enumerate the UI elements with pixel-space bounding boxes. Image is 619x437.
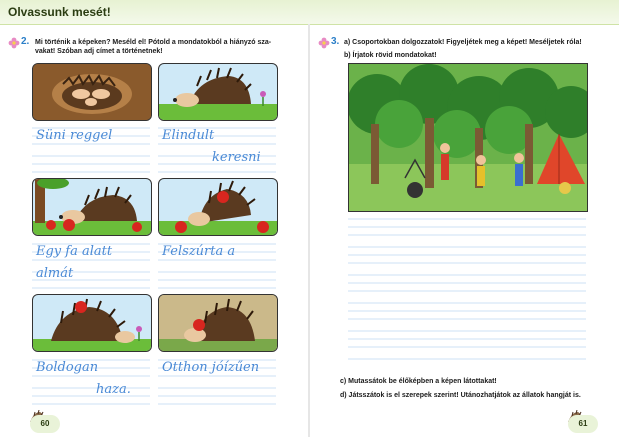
story-picture-6	[158, 294, 278, 352]
task-number: 2.	[21, 36, 30, 47]
page-gutter	[308, 24, 310, 437]
task-b: b) Írjatok rövid mondatokat!	[344, 52, 437, 59]
task-instruction-line2: vakat! Szóban adj címet a történetnek!	[35, 48, 163, 55]
page-number-right: 61	[568, 415, 598, 433]
forest-camp-picture	[348, 63, 588, 212]
caption-4-line1: Felszúrta a	[162, 244, 236, 259]
task-a: a) Csoportokban dolgozzatok! Figyeljétek meg a képet! Meséljetek róla!	[344, 39, 582, 46]
caption-3-line1: Egy fa alatt	[36, 244, 113, 259]
story-picture-4	[158, 178, 278, 236]
caption-5-line2: haza.	[96, 382, 131, 397]
flower-icon	[8, 37, 20, 49]
caption-2-line2: keresni	[212, 150, 261, 165]
story-picture-1	[32, 63, 152, 121]
story-picture-5	[32, 294, 152, 352]
page-title: Olvassunk mesét!	[8, 5, 111, 19]
page-number-left: 60	[30, 415, 60, 433]
writing-lines-right	[348, 215, 586, 367]
caption-1-line1: Süni reggel	[36, 128, 113, 143]
story-picture-3	[32, 178, 152, 236]
flower-icon	[318, 37, 330, 49]
caption-6-line1: Otthon jóízűen	[162, 360, 260, 375]
task-d: d) Játsszátok is el szerepek szerint! Utánozhatjátok az állatok hangját is.	[340, 392, 581, 399]
caption-5-line1: Boldogan	[36, 360, 99, 375]
page-header	[0, 0, 619, 25]
task-c: c) Mutassátok be élőképben a képen látottakat!	[340, 378, 497, 385]
task-number: 3.	[331, 36, 340, 47]
caption-3-line2: almát	[36, 266, 74, 281]
story-picture-2	[158, 63, 278, 121]
caption-2-line1: Elindult	[162, 128, 215, 143]
task-instruction-line1: Mi történik a képeken? Meséld el! Pótold a mondatokból a hiányzó sza-	[35, 39, 272, 46]
